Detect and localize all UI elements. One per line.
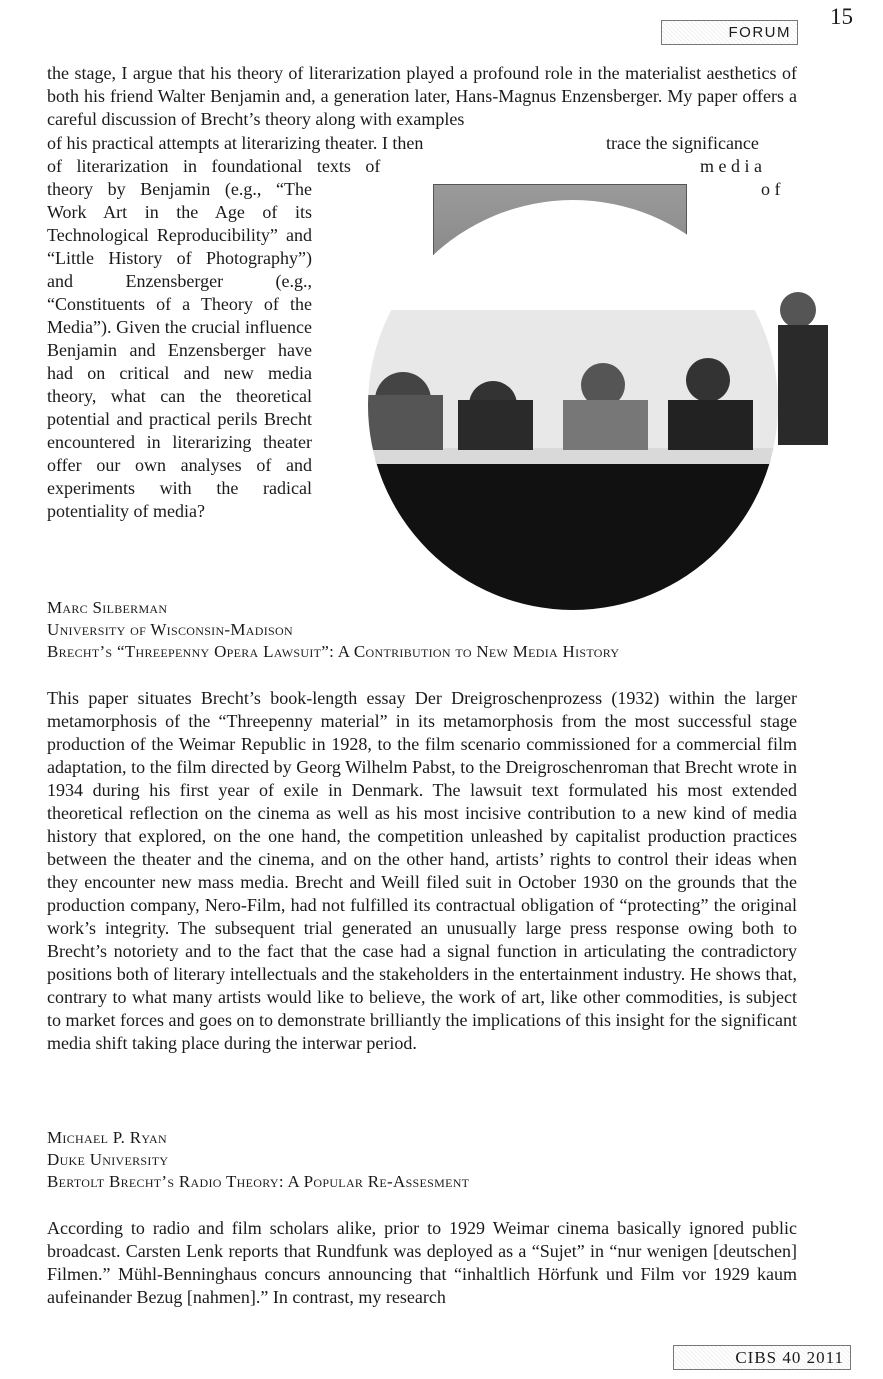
intro-line5-left: of literarization in foundational texts of (47, 156, 381, 176)
intro-line5-right: m e d i a (700, 156, 762, 176)
entry-2-heading (47, 1127, 827, 1193)
footer-label-box (673, 1345, 851, 1370)
entry-1-affiliation: University of Wisconsin-Madison (47, 620, 293, 639)
intro-wrapped-text: theory by Benjamin (e.g., “The Work Art in the Age of its Technological Reproducibility” and “Little History of Photography”) and Enzensberger (e.g., “Constituents of a Theory of the Media”). Given the crucial influence Benjamin and Enzensberger have had on critical and new media theory, what can the theoretical potential and practical perils Brecht encountered in literarizing theater offer our own analyses of and experiments with the radical potentiality of media? (47, 179, 312, 521)
panel-photo-group (303, 180, 858, 610)
entry-1-abstract (47, 687, 797, 1055)
intro-line6-right: o f (761, 179, 781, 199)
entry-2-abstract (47, 1217, 797, 1309)
entry-1-title: Brecht’s “Threepenny Opera Lawsuit”: A Contribution to New Media History (47, 642, 620, 661)
entry-1-abstract-text: This paper situates Brecht’s book-length essay Der Dreigroschenprozess (1932) within the larger metamorphosis of the “Threepenny material” in its metamorphosis from the most successful stage production of the Weimar Republic in 1928, to the film scenario commissioned for a commercial film adaptation, to the film directed by Georg Wilhelm Pabst, to the Dreigroschenroman that Brecht wrote in 1934 during his first year of exile in Denmark. The lawsuit text formulated his most extended theoretical reflection on the cinema as well as his most incisive contribution to a new kind of media history that explored, on the one hand, the competition unleashed by capitalist production practices between the theater and the cinema, and on the other hand, artists’ rights to control their ideas when they encounter new mass media. Brecht and Weill filed suit in October 1930 on the grounds that the production company, Nero-Film, had not fulfilled its contractual obligation of “protecting” the original work’s integrity. The subsequent trial generated an unusually large press response owing both to Brecht’s notoriety and to the fact that the case had a signal function in articulating the contradictory positions both of literary intellectuals and the stakeholders in the entertainment industry. He shows that, contrary to what many artists would like to believe, the work of art, like other commodities, is subject to market forces and goes on to demonstrate brilliantly the implications of this insight for the significant media shift taking place during the interwar period. (47, 688, 797, 1053)
footer-label: CIBS 40 2011 (735, 1348, 844, 1367)
section-label-box (661, 20, 798, 45)
intro-full-lines: the stage, I argue that his theory of literarization played a profound role in the materialist aesthetics of both his friend Walter Benjamin and, a generation later, Hans-Magnus Enzensberger. My paper offers a careful discussion of Brecht’s theory along with examples (47, 63, 797, 129)
entry-2-author: Michael P. Ryan (47, 1128, 167, 1147)
page-number: 15 (830, 4, 853, 29)
section-label: FORUM (728, 24, 791, 41)
entry-1-heading (47, 597, 827, 663)
entry-2-abstract-text: According to radio and film scholars alike, prior to 1929 Weimar cinema basically ignored public broadcast. Carsten Lenk reports that Rundfunk was deployed as a “Sujet” in “nur wenigen [deutschen] Filmen.” Mühl-Benninghaus concurs announcing that “inhaltlich Hörfunk und Film vor 1929 kaum aufeinander Bezug [nahmen].” In contrast, my research (47, 1218, 797, 1307)
intro-paragraph (47, 62, 797, 131)
panel-photo (303, 180, 858, 610)
entry-1-author: Marc Silberman (47, 598, 168, 617)
intro-line4-right: trace the significance (606, 133, 759, 153)
entry-2-title: Bertolt Brecht’s Radio Theory: A Popular Re-Assesment (47, 1172, 470, 1191)
entry-2-affiliation: Duke University (47, 1150, 169, 1169)
intro-line4-left: of his practical attempts at literarizing theater. I then (47, 133, 424, 153)
